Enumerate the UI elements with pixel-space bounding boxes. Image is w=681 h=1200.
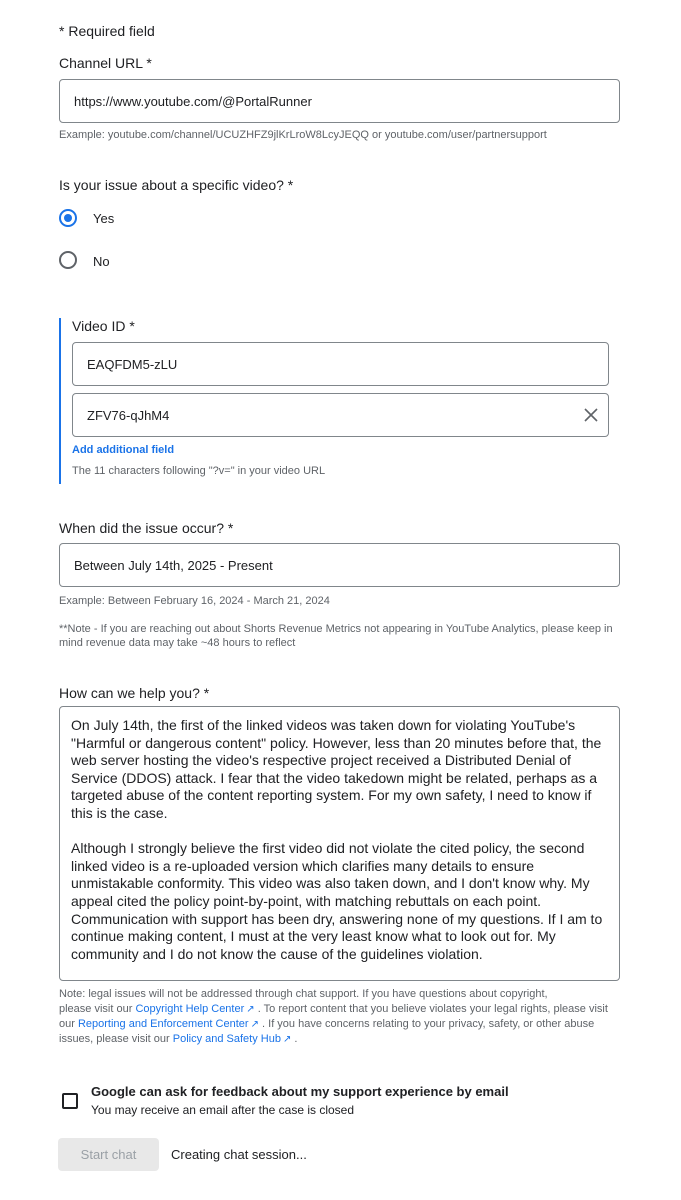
legal-note-text: . — [294, 1033, 298, 1045]
chat-status-text: Creating chat session... — [171, 1147, 307, 1162]
legal-note-text: our — [59, 1018, 75, 1030]
legal-note-line-1: Note: legal issues will not be addressed through chat support. If you have questions about copyright, — [59, 988, 548, 1000]
copyright-help-center-link[interactable]: Copyright Help Center — [135, 1003, 245, 1015]
video-id-value-2: ZFV76-qJhM4 — [87, 407, 170, 423]
legal-note-line-3 — [59, 1017, 629, 1032]
channel-url-example: Example: youtube.com/channel/UCUZHFZ9jlKrLroW8LcyJEQQ or youtube.com/user/partnersupport — [59, 129, 547, 141]
video-id-section-indicator — [59, 318, 61, 484]
close-icon[interactable] — [584, 394, 598, 436]
external-link-icon: ↗ — [246, 1004, 255, 1015]
radio-no-label[interactable]: No — [93, 254, 110, 269]
legal-note-text: . If you have concerns relating to your privacy, safety, or other abuse — [262, 1018, 595, 1030]
external-link-icon: ↗ — [250, 1019, 259, 1030]
reporting-enforcement-center-link[interactable]: Reporting and Enforcement Center — [77, 1018, 249, 1030]
external-link-icon: ↗ — [282, 1034, 292, 1045]
feedback-subtitle: You may receive an email after the case is closed — [91, 1103, 355, 1117]
video-id-input-2[interactable] — [72, 393, 609, 437]
channel-url-input[interactable] — [59, 79, 620, 123]
shorts-note-line-2: mind revenue data may take ~48 hours to reflect — [59, 637, 296, 649]
legal-note-line-2 — [59, 1002, 629, 1017]
legal-note-text: issues, please visit our — [59, 1033, 170, 1045]
start-chat-button[interactable]: Start chat — [58, 1138, 159, 1171]
video-id-input-1[interactable] — [72, 342, 609, 386]
help-textarea[interactable] — [59, 706, 620, 981]
channel-url-value: https://www.youtube.com/@PortalRunner — [74, 93, 312, 109]
feedback-checkbox[interactable] — [62, 1093, 78, 1109]
policy-safety-hub-link[interactable]: Policy and Safety Hub — [172, 1033, 281, 1045]
radio-yes[interactable] — [59, 209, 77, 227]
legal-note-line-4 — [59, 1032, 629, 1047]
add-additional-field-link[interactable]: Add additional field — [72, 444, 175, 456]
radio-no[interactable] — [59, 251, 77, 269]
legal-note — [59, 987, 629, 1047]
specific-video-question: Is your issue about a specific video? * — [59, 177, 294, 193]
issue-date-input[interactable] — [59, 543, 620, 587]
legal-note-text: please visit our — [59, 1003, 133, 1015]
feedback-title[interactable]: Google can ask for feedback about my support experience by email — [91, 1084, 509, 1099]
issue-date-value: Between July 14th, 2025 - Present — [74, 557, 273, 573]
video-id-label: Video ID * — [72, 318, 135, 334]
issue-date-label: When did the issue occur? * — [59, 520, 234, 536]
legal-note-text: . To report content that you believe violates your legal rights, please visit — [257, 1003, 608, 1015]
shorts-note-line-1: **Note - If you are reaching out about Shorts Revenue Metrics not appearing in YouTube Analytics, please keep in — [59, 623, 613, 635]
channel-url-label: Channel URL * — [59, 55, 152, 71]
issue-date-example: Example: Between February 16, 2024 - March 21, 2024 — [59, 595, 330, 607]
video-id-hint: The 11 characters following "?v=" in your video URL — [72, 465, 326, 477]
radio-yes-label[interactable]: Yes — [93, 211, 115, 226]
video-id-value-1: EAQFDM5-zLU — [87, 356, 178, 372]
required-field-note: * Required field — [59, 23, 155, 39]
help-label: How can we help you? * — [59, 685, 210, 701]
